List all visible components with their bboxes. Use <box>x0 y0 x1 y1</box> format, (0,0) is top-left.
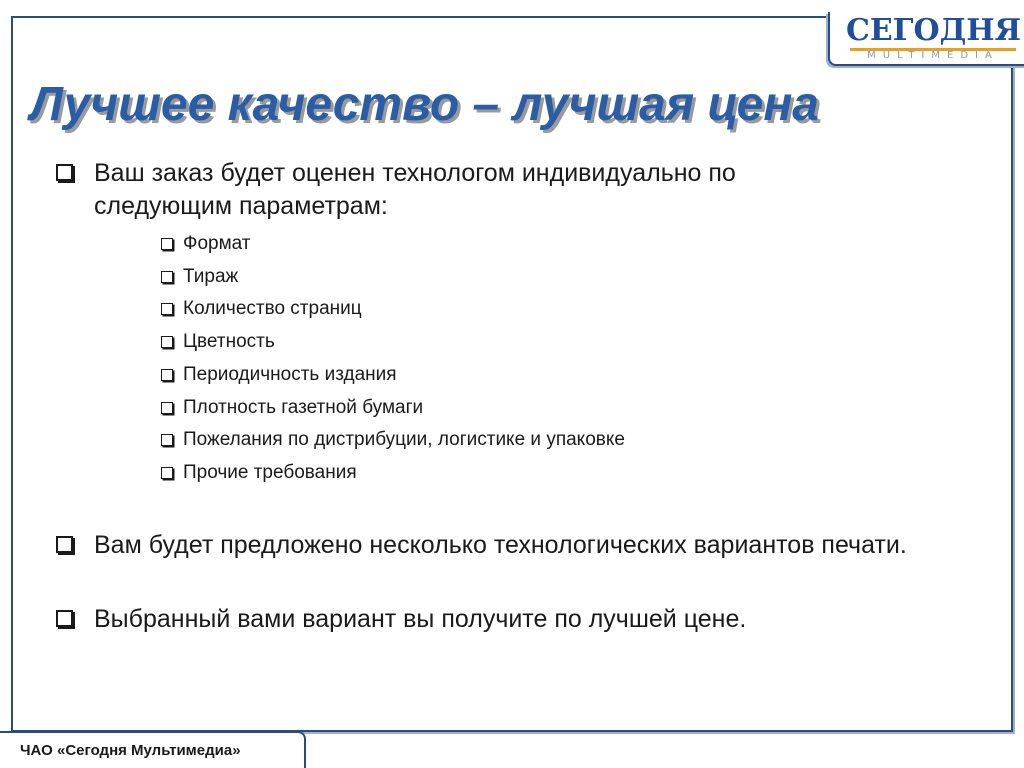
logo-subtitle: MULTIMEDIA <box>867 50 999 61</box>
subbullet-3 <box>158 298 362 320</box>
bullet-text: Выбранный вами вариант вы получите по лучшей цене. <box>94 605 747 633</box>
checkbox-bullet-icon <box>161 402 173 414</box>
checkbox-bullet-icon <box>161 238 173 250</box>
subbullet-7 <box>158 429 625 451</box>
bullet-text: Вам будет предложено несколько технологических вариантов печати. <box>94 531 907 559</box>
subbullet-text: Плотность газетной бумаги <box>183 397 424 418</box>
subbullet-8 <box>158 462 357 484</box>
subbullet-text: Количество страниц <box>183 298 362 319</box>
checkbox-bullet-icon <box>56 536 73 553</box>
subbullet-5 <box>158 364 397 386</box>
checkbox-bullet-icon <box>56 610 73 627</box>
subbullet-4 <box>158 331 275 353</box>
subbullet-text: Формат <box>183 233 251 254</box>
checkbox-bullet-icon <box>161 271 173 283</box>
checkbox-bullet-icon <box>161 467 173 479</box>
subbullet-text: Прочие требования <box>183 462 357 483</box>
checkbox-bullet-icon <box>56 164 73 181</box>
logo <box>828 12 1024 66</box>
bullet-text: Ваш заказ будет оценен технологом индивидуально по следующим параметрам: <box>94 159 736 220</box>
subbullet-1 <box>158 233 251 255</box>
slide-title: Лучшее качество – лучшая цена <box>30 78 819 131</box>
subbullet-text: Тираж <box>183 266 239 287</box>
checkbox-bullet-icon <box>161 336 173 348</box>
bullet-1 <box>54 157 854 223</box>
checkbox-bullet-icon <box>161 303 173 315</box>
logo-wordmark: СЕГОДНЯ <box>846 13 1022 48</box>
subbullet-2 <box>158 266 238 288</box>
checkbox-bullet-icon <box>161 434 173 446</box>
subbullet-text: Пожелания по дистрибуции, логистике и упаковке <box>183 429 625 450</box>
subbullet-text: Цветность <box>183 331 275 352</box>
checkbox-bullet-icon <box>161 369 173 381</box>
subbullet-6 <box>158 397 423 419</box>
footer-company: ЧАО «Сегодня Мультимедиа» <box>20 742 241 759</box>
bullet-2 <box>54 529 934 562</box>
bullet-3 <box>54 603 934 636</box>
subbullet-text: Периодичность издания <box>183 364 397 385</box>
